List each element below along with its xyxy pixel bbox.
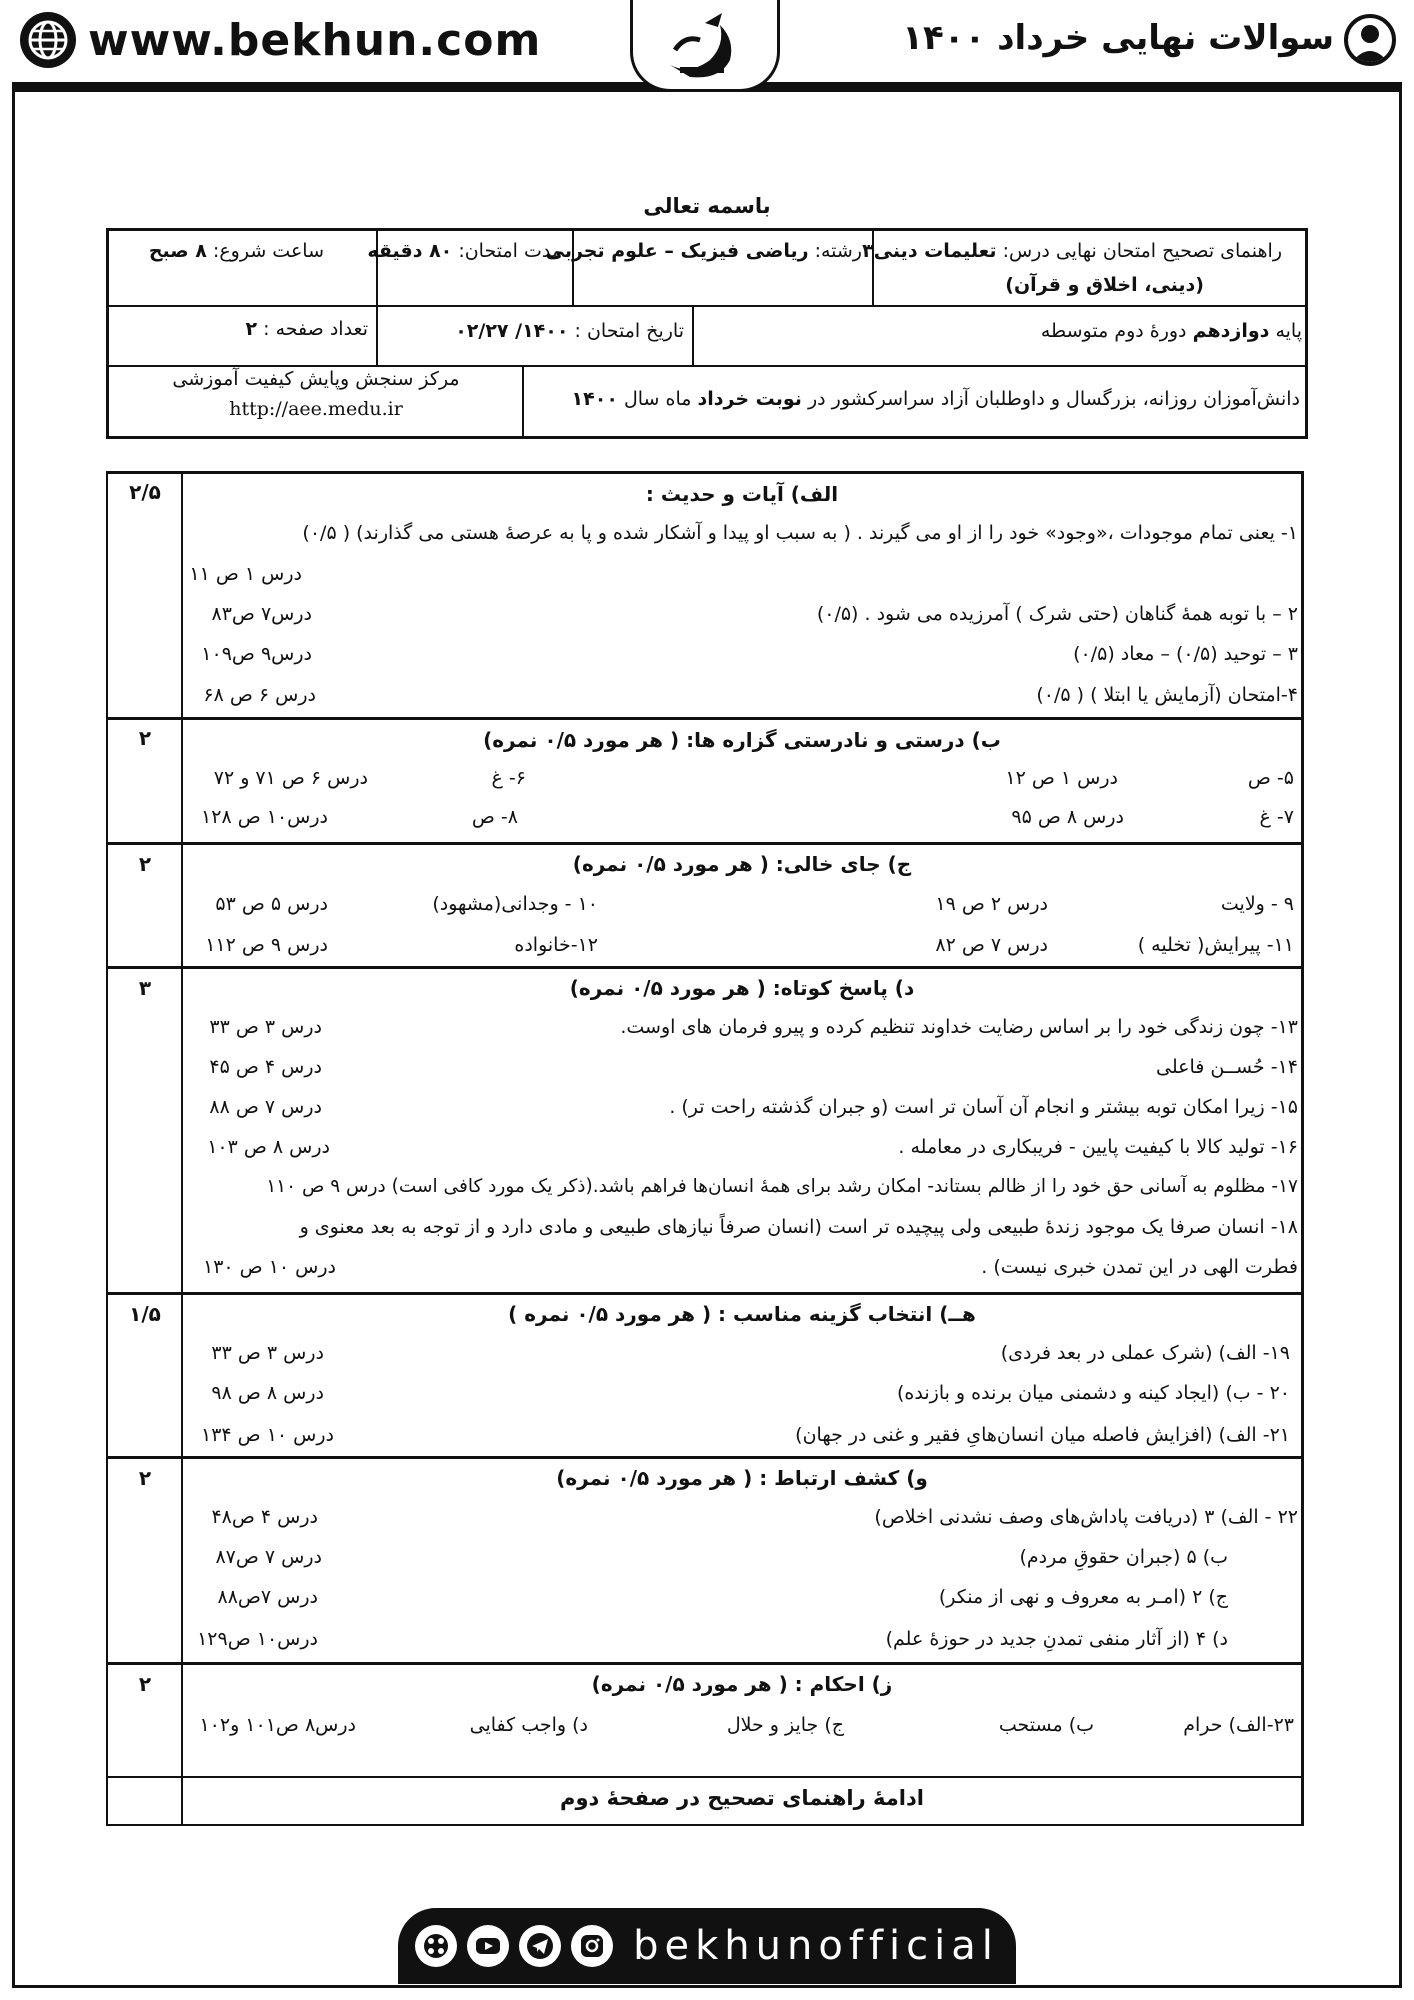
ref-12: درس ۹ ص ۱۱۲ bbox=[205, 934, 328, 956]
ref-9: درس ۲ ص ۱۹ bbox=[935, 893, 1048, 915]
answer-5: ۵- ص bbox=[1247, 767, 1294, 789]
ref-16: درس ۸ ص ۱۰۳ bbox=[207, 1136, 330, 1158]
exam-center: مرکز سنجش وپایش کیفیت آموزشی bbox=[172, 368, 460, 390]
answer-3: ۳ – توحید (۰/۵) – معاد (۰/۵) bbox=[1073, 643, 1298, 665]
social-footer bbox=[398, 1908, 1016, 1984]
answer-6: ۶- غ bbox=[491, 767, 526, 789]
ref-1: درس ۱ ص ۱۱ bbox=[189, 563, 302, 585]
continuation-note: ادامهٔ راهنمای تصحیح در صفحهٔ دوم bbox=[560, 1786, 924, 1810]
ref-22b: درس ۷ ص۸۷ bbox=[215, 1546, 322, 1568]
answer-13: ۱۳- چون زندگی خود را بر اساس رضایت خداوند تنظیم کرده و پیرو فرمان های اوست. bbox=[620, 1016, 1298, 1038]
section-f-title: و) کشف ارتباط : ( هر مورد ۰/۵ نمره) bbox=[556, 1466, 928, 1490]
answer-17: ۱۷- مظلوم به آسانی حق خود را از ظالم بستاند- امکان رشد برای همهٔ انسان‌ها فراهم باشد.(ذکر یک مورد کافی است) درس ۹ ص ۱۱۰ bbox=[266, 1176, 1298, 1197]
site-link[interactable] bbox=[20, 10, 541, 70]
section-b-title: ب) درستی و نادرستی گزاره ها: ( هر مورد ۰/۵ نمره) bbox=[483, 728, 1001, 752]
section-e-title: هــ) انتخاب گزینه مناسب : ( هر مورد ۰/۵ نمره ) bbox=[508, 1302, 976, 1326]
section-d-title: د) پاسخ کوتاه: ( هر مورد ۰/۵ نمره) bbox=[569, 976, 915, 1000]
answer-20: ۲۰ - ب) (ایجاد کینه و دشمنی میان برنده و بازنده) bbox=[897, 1382, 1290, 1404]
answer-19: ۱۹- الف) (شرک عملی در بعد فردی) bbox=[1000, 1342, 1290, 1364]
answer-8: ۸- ص bbox=[471, 806, 518, 828]
answer-14: ۱۴- حُســن فاعلی bbox=[1156, 1056, 1298, 1078]
answer-7: ۷- غ bbox=[1259, 806, 1294, 828]
answer-18: ۱۸- انسان صرفا یک موجود زندهٔ طبیعی ولی پیچیده تر است (انسان صرفاً نیازهای طبیعی و مادی دارد و از توجه به بعد معنوی و bbox=[299, 1216, 1298, 1238]
answer-23d: د) واجب کفایی bbox=[469, 1714, 588, 1736]
answer-12: ۱۲-خانواده bbox=[514, 934, 598, 956]
section-g-points: ۲ bbox=[138, 1672, 152, 1696]
section-b-points: ۲ bbox=[138, 726, 152, 750]
guide-subject: راهنمای تصحیح امتحان نهایی درس: تعلیمات دینی۳ bbox=[862, 240, 1282, 262]
ref-3: درس۹ ص۱۰۹ bbox=[201, 643, 312, 665]
brand-logo bbox=[630, 0, 780, 92]
aparat-icon[interactable] bbox=[415, 1925, 457, 1967]
ref-19: درس ۳ ص ۳۳ bbox=[211, 1342, 324, 1364]
ref-23: درس۸ ص۱۰۱ و۱۰۲ bbox=[199, 1714, 356, 1736]
answer-9: ۹ - ولایت bbox=[1220, 893, 1294, 915]
answer-15: ۱۵- زیرا امکان توبه بیشتر و انجام آن آسان تر است (و جبران گذشته راحت تر) . bbox=[669, 1096, 1298, 1118]
section-e-points: ۱/۵ bbox=[129, 1302, 161, 1326]
answer-21: ۲۱- الف) (افزایش فاصله میان انسان‌هایِ فقیر و غنی در جهان) bbox=[795, 1424, 1290, 1446]
exam-date: تاریخ امتحان : ۱۴۰۰/ ۰۲/۲۷ bbox=[455, 320, 684, 342]
section-c-points: ۲ bbox=[138, 852, 152, 876]
ref-6: درس ۶ ص ۷۱ و ۷۲ bbox=[213, 767, 368, 789]
ref-22c: درس ۷ص۸۸ bbox=[217, 1586, 318, 1608]
ref-2: درس۷ ص۸۳ bbox=[211, 603, 312, 625]
start-time: ساعت شروع: ۸ صبح bbox=[148, 240, 324, 262]
social-handle[interactable]: bekhunofficial bbox=[633, 1923, 999, 1969]
site-url[interactable]: www.bekhun.com bbox=[88, 14, 542, 66]
answer-22a: ۲۲ - الف) ۳ (دریافت پاداش‌های وصف نشدنی اخلاص) bbox=[874, 1506, 1298, 1528]
ref-18: درس ۱۰ ص ۱۳۰ bbox=[203, 1256, 336, 1278]
telegram-icon[interactable] bbox=[519, 1925, 561, 1967]
field: رشته: ریاضی فیزیک – علوم تجربی bbox=[545, 240, 862, 262]
answer-2: ۲ – با توبه همهٔ گناهان (حتی شرک ) آمرزیده می شود . (۰/۵) bbox=[816, 603, 1298, 625]
ref-15: درس ۷ ص ۸۸ bbox=[209, 1096, 322, 1118]
section-f-points: ۲ bbox=[138, 1466, 152, 1490]
ref-21: درس ۱۰ ص ۱۳۴ bbox=[201, 1424, 334, 1446]
answer-4: ۴-امتحان (آزمایش یا ابتلا ) ( ۰/۵) bbox=[1036, 684, 1298, 706]
answer-23b: ب) مستحب bbox=[998, 1714, 1094, 1736]
ref-10: درس ۵ ص ۵۳ bbox=[215, 893, 328, 915]
section-d-points: ۳ bbox=[138, 976, 152, 1000]
ref-13: درس ۳ ص ۳۳ bbox=[209, 1016, 322, 1038]
answer-10: ۱۰ - وجدانی(مشهود) bbox=[432, 893, 598, 915]
page-count: تعداد صفحه : ۲ bbox=[245, 318, 368, 340]
instagram-icon[interactable] bbox=[571, 1925, 613, 1967]
ref-20: درس ۸ ص ۹۸ bbox=[211, 1382, 324, 1404]
ref-7: درس ۸ ص ۹۵ bbox=[1011, 806, 1124, 828]
ref-5: درس ۱ ص ۱۲ bbox=[1005, 767, 1118, 789]
answer-22d: د) ۴ (از آثار منفی تمدنِ جدید در حوزهٔ علم) bbox=[885, 1628, 1228, 1650]
center-url[interactable]: http://aee.medu.ir bbox=[229, 398, 403, 420]
bismillah: باسمه تعالی bbox=[643, 194, 771, 218]
answer-22c: ج) ۲ (امـر به معروف و نهی از منکر) bbox=[938, 1586, 1228, 1608]
answer-11: ۱۱- پیرایش( تخلیه ) bbox=[1137, 934, 1294, 956]
ref-4: درس ۶ ص ۶۸ bbox=[203, 684, 316, 706]
duration: مدت امتحان: ۸۰ دقیقه bbox=[367, 240, 562, 262]
section-a-points: ۲/۵ bbox=[129, 480, 161, 504]
answer-23c: ج) جایز و حلال bbox=[726, 1714, 844, 1736]
answer-16: ۱۶- تولید کالا با کیفیت پایین - فریبکاری در معامله . bbox=[898, 1136, 1298, 1158]
section-c-title: ج) جای خالی: ( هر مورد ۰/۵ نمره) bbox=[572, 852, 912, 876]
section-a-title: الف) آیات و حدیث : bbox=[645, 482, 839, 506]
user-icon[interactable] bbox=[1344, 14, 1396, 66]
ref-8: درس۱۰ ص ۱۲۸ bbox=[201, 806, 328, 828]
ref-22a: درس ۴ ص۴۸ bbox=[211, 1506, 318, 1528]
ref-22d: درس۱۰ ص۱۲۹ bbox=[197, 1628, 318, 1650]
answer-22b: ب) ۵ (جبران حقوقِ مردم) bbox=[1019, 1546, 1228, 1568]
header-title: سوالات نهایی خرداد ۱۴۰۰ bbox=[902, 18, 1334, 58]
students: دانش‌آموزان روزانه، بزرگسال و داوطلبان آزاد سراسرکشور در نوبت خرداد ماه سال ۱۴۰۰ bbox=[571, 388, 1300, 410]
subject-sub: (دینی، اخلاق و قرآن) bbox=[1005, 274, 1204, 296]
answer-23a: ۲۳-الف) حرام bbox=[1183, 1714, 1294, 1736]
section-g-title: ز) احکام : ( هر مورد ۰/۵ نمره) bbox=[591, 1672, 893, 1696]
answer-18-cont: فطرت الهی در این تمدن خبری نیست) . bbox=[981, 1256, 1298, 1278]
globe-icon bbox=[20, 12, 76, 68]
answer-1: ۱- یعنی تمام موجودات ،«وجود» خود را از او می گیرند . ( به سبب او پیدا و آشکار شده و پا به عرصهٔ هستی می گذارند) ( ۰/۵) bbox=[302, 522, 1298, 544]
youtube-icon[interactable] bbox=[467, 1925, 509, 1967]
ref-11: درس ۷ ص ۸۲ bbox=[935, 934, 1048, 956]
ref-14: درس ۴ ص ۴۵ bbox=[209, 1056, 322, 1078]
grade: پایه دوازدهم دورهٔ دوم متوسطه bbox=[1040, 320, 1302, 342]
